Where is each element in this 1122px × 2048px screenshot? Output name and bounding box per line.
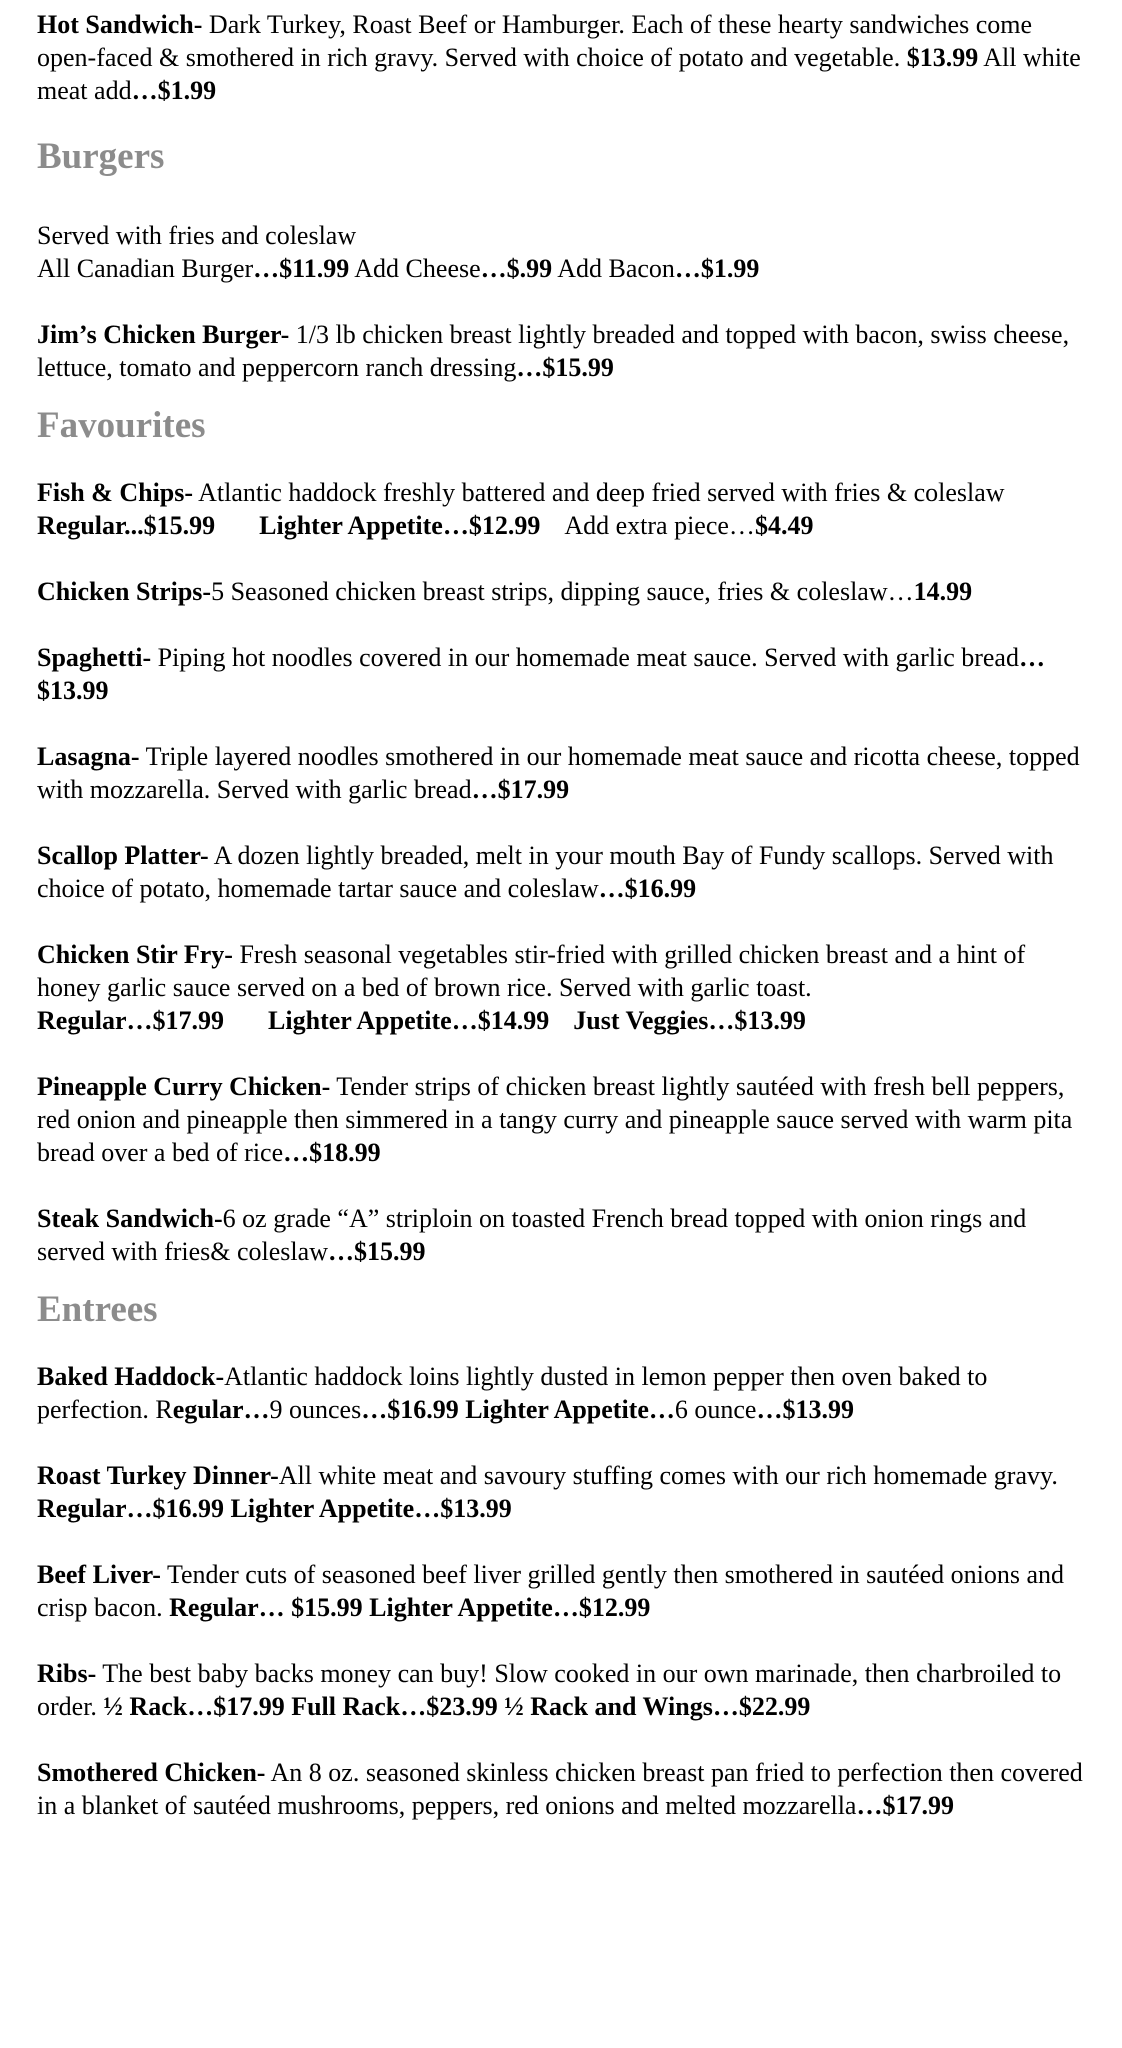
item-price: 14.99 bbox=[913, 577, 973, 606]
item-price: …$15.99 bbox=[327, 1237, 426, 1266]
item-name: Chicken Stir Fry- bbox=[37, 940, 233, 969]
item-description: Tender strips of chicken breast lightly sautéed with fresh bell peppers, red onion and pineapple then simmered in a tangy curry and pineapple sauce served with warm pita bread over a bed of rice bbox=[37, 1072, 1073, 1167]
item-name: Scallop Platter- bbox=[37, 841, 209, 870]
item-description: Tender cuts of seasoned beef liver grilled gently then smothered in sautéed onions and crisp bacon. bbox=[37, 1560, 1065, 1622]
burgers-intro bbox=[37, 219, 1087, 285]
section-title-favourites: Favourites bbox=[37, 405, 206, 446]
item-description: Piping hot noodles covered in our homemade meat sauce. Served with garlic bread bbox=[151, 643, 1019, 672]
item-name: Smothered Chicken- bbox=[37, 1758, 266, 1787]
addon-label: Add Cheese bbox=[349, 254, 481, 283]
item-addon-price: …$1.99 bbox=[131, 76, 217, 105]
item-description: Atlantic haddock freshly battered and deep fried served with fries & coleslaw bbox=[193, 478, 1005, 507]
item-name: Chicken Strips- bbox=[37, 577, 212, 606]
menu-item-ribs bbox=[37, 1657, 1087, 1723]
item-price: …$13.99 bbox=[37, 643, 1045, 705]
addon-price: $4.49 bbox=[754, 511, 814, 540]
item-price-veggies: Just Veggies…$13.99 bbox=[573, 1006, 806, 1035]
item-name: Pineapple Curry Chicken- bbox=[37, 1072, 331, 1101]
item-price: …$17.99 bbox=[856, 1791, 954, 1820]
item-name: Steak Sandwich- bbox=[37, 1204, 223, 1233]
item-name: Lasagna- bbox=[37, 742, 140, 771]
menu-item-chicken-strips bbox=[37, 575, 1087, 608]
item-price: …$18.99 bbox=[283, 1138, 381, 1167]
item-price-regular: …$16.99 Lighter Appetite… bbox=[361, 1395, 675, 1424]
item-size-lighter: 6 ounce bbox=[674, 1395, 757, 1424]
item-description: An 8 oz. seasoned skinless chicken breast pan fried to perfection then covered in a blanket of sautéed mushrooms, peppers, red onions and melted mozzarella bbox=[37, 1758, 1083, 1820]
menu-item-scallop-platter bbox=[37, 839, 1087, 905]
burgers-served-with: Served with fries and coleslaw bbox=[37, 221, 357, 250]
menu-item-fish-chips bbox=[37, 476, 1087, 542]
item-name: Roast Turkey Dinner- bbox=[37, 1461, 279, 1490]
item-description: 1/3 lb chicken breast lightly breaded and topped with bacon, swiss cheese, lettuce, tomato and peppercorn ranch dressing bbox=[37, 320, 1070, 382]
item-price-lighter: Lighter Appetite…$12.99 bbox=[259, 511, 541, 540]
item-name: Beef Liver- bbox=[37, 1560, 161, 1589]
menu-item-spaghetti bbox=[37, 641, 1087, 707]
item-addon: All white meat add bbox=[37, 43, 1081, 105]
item-price-regular-label: egular… bbox=[172, 1395, 270, 1424]
menu-item-baked-haddock bbox=[37, 1360, 1087, 1426]
item-price: …$11.99 bbox=[253, 254, 350, 283]
item-name: Hot Sandwich- bbox=[37, 10, 203, 39]
item-name: Fish & Chips- bbox=[37, 478, 194, 507]
addon-price: …$1.99 bbox=[674, 254, 760, 283]
item-description: All white meat and savoury stuffing comes with our rich homemade gravy. bbox=[278, 1461, 1058, 1490]
addon-label: Add extra piece… bbox=[564, 511, 755, 540]
item-price-lighter: …$13.99 bbox=[756, 1395, 854, 1424]
menu-item-roast-turkey bbox=[37, 1459, 1087, 1525]
menu-item-smothered-chicken bbox=[37, 1756, 1087, 1822]
item-price-lighter: Lighter Appetite…$14.99 bbox=[268, 1006, 550, 1035]
section-title-entrees: Entrees bbox=[37, 1289, 158, 1330]
item-price: $13.99 bbox=[906, 43, 979, 72]
addon-price: …$.99 bbox=[480, 254, 553, 283]
item-price-regular: Regular…$17.99 bbox=[37, 1006, 225, 1035]
item-prices: Regular… $15.99 Lighter Appetite…$12.99 bbox=[169, 1593, 651, 1622]
item-description: Atlantic haddock loins lightly dusted in lemon pepper then oven baked to perfection. R bbox=[37, 1362, 988, 1424]
item-prices: ½ Rack…$17.99 Full Rack…$23.99 ½ Rack and Wings…$22.99 bbox=[103, 1692, 811, 1721]
menu-page bbox=[37, 8, 1087, 1822]
item-name: Spaghetti- bbox=[37, 643, 152, 672]
menu-item-steak-sandwich bbox=[37, 1202, 1087, 1268]
item-prices: Regular…$16.99 Lighter Appetite…$13.99 bbox=[37, 1494, 512, 1523]
item-description: 6 oz grade “A” striploin on toasted French bread topped with onion rings and served with fries& coleslaw bbox=[37, 1204, 1027, 1266]
item-description: A dozen lightly breaded, melt in your mouth Bay of Fundy scallops. Served with choice of potato, homemade tartar sauce and coleslaw bbox=[37, 841, 1054, 903]
item-price: …$16.99 bbox=[598, 874, 697, 903]
section-title-burgers: Burgers bbox=[37, 136, 165, 177]
menu-item-chicken-stir-fry bbox=[37, 938, 1087, 1037]
item-name: Jim’s Chicken Burger- bbox=[37, 320, 290, 349]
item-description: Triple layered noodles smothered in our homemade meat sauce and ricotta cheese, topped with mozzarella. Served with garlic bread bbox=[37, 742, 1080, 804]
menu-item-beef-liver bbox=[37, 1558, 1087, 1624]
menu-item-chicken-burger bbox=[37, 318, 1087, 384]
menu-item-hot-sandwich bbox=[37, 8, 1087, 107]
item-description: Dark Turkey, Roast Beef or Hamburger. Each of these hearty sandwiches come open-faced & smothered in rich gravy. Served with choice of potato and vegetable. bbox=[37, 10, 1033, 72]
menu-item-lasagna bbox=[37, 740, 1087, 806]
item-name: All Canadian Burger bbox=[37, 254, 254, 283]
item-name: Baked Haddock- bbox=[37, 1362, 225, 1391]
item-price-regular: Regular...$15.99 bbox=[37, 511, 216, 540]
item-price: …$17.99 bbox=[471, 775, 570, 804]
item-price: …$15.99 bbox=[516, 353, 614, 382]
item-description: 5 Seasoned chicken breast strips, dipping sauce, fries & coleslaw… bbox=[211, 577, 914, 606]
addon-label: Add Bacon bbox=[552, 254, 675, 283]
item-size-regular: 9 ounces bbox=[269, 1395, 362, 1424]
item-description: Fresh seasonal vegetables stir-fried with grilled chicken breast and a hint of honey garlic sauce served on a bed of brown rice. Served with garlic toast. bbox=[37, 940, 1026, 1002]
item-name: Ribs- bbox=[37, 1659, 97, 1688]
menu-item-pineapple-curry bbox=[37, 1070, 1087, 1169]
item-description: The best baby backs money can buy! Slow cooked in our own marinade, then charbroiled to order. bbox=[37, 1659, 1062, 1721]
